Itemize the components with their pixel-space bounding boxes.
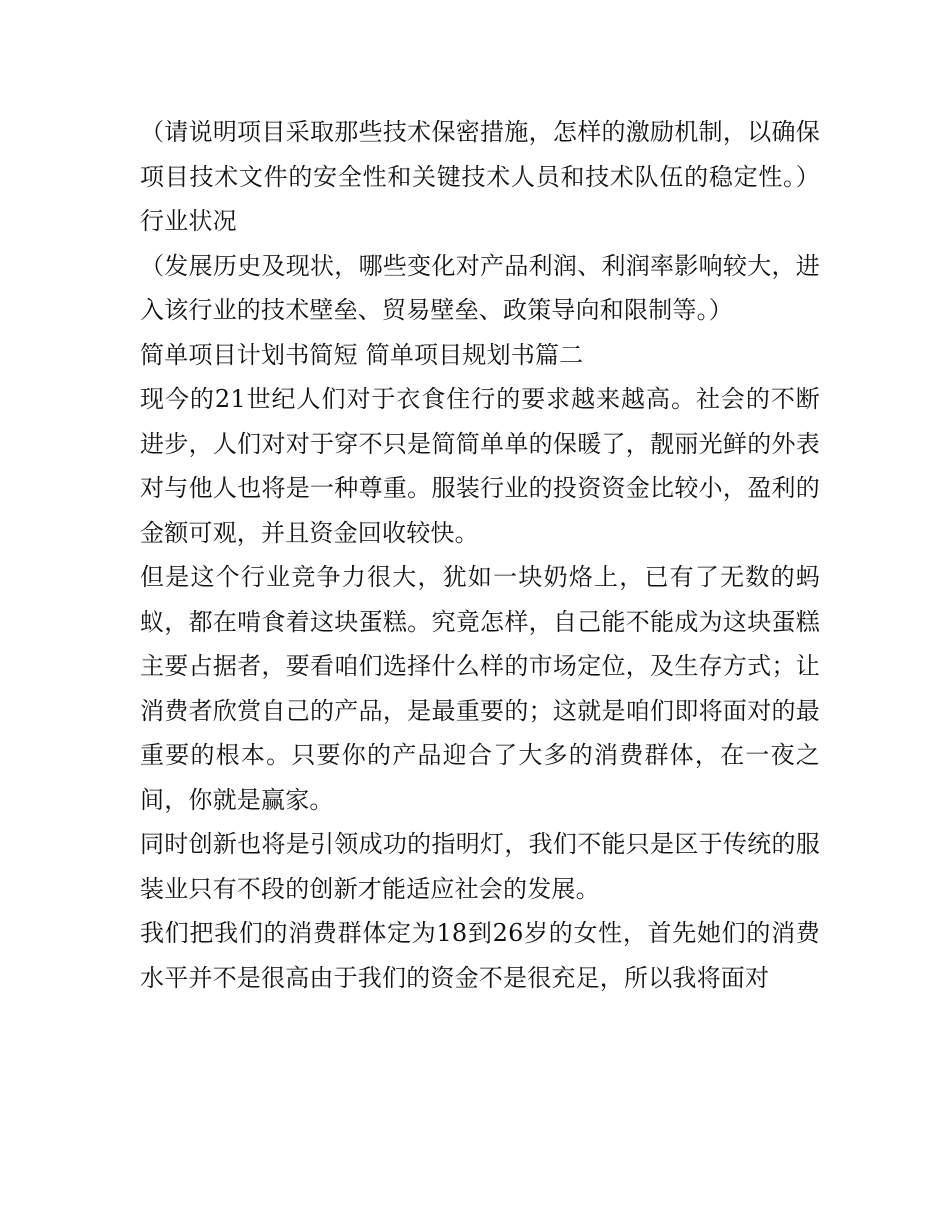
paragraph-industry-note: （发展历史及现状，哪些变化对产品利润、利润率影响较大，进入该行业的技术壁垒、贸易壁垒、政策导向和限制等。） <box>140 251 820 324</box>
section-heading: 简单项目计划书简短 简单项目规划书篇二 <box>140 340 584 369</box>
paragraph-confidentiality-note: （请说明项目采取那些技术保密措施，怎样的激励机制，以确保项目技术文件的安全性和关键技术人员和技术队伍的稳定性。） 行业状况 <box>140 118 820 235</box>
paragraph-target-customers: 我们把我们的消费群体定为18到26岁的女性，首先她们的消费水平并不是很高由于我们的资金不是很充足，所以我将面对 <box>140 919 820 992</box>
paragraph-innovation: 同时创新也将是引领成功的指明灯，我们不能只是区于传统的服装业只有不段的创新才能适应社会的发展。 <box>140 830 820 903</box>
document-body <box>140 110 820 1000</box>
paragraph-intro: 现今的21世纪人们对于衣食住行的要求越来越高。社会的不断进步，人们对对于穿不只是简简单单的保暖了，靓丽光鲜的外表对与他人也将是一种尊重。服装行业的投资资金比较小，盈利的金额可观，并且资金回收较快。 <box>140 385 820 547</box>
paragraph-competition: 但是这个行业竞争力很大，犹如一块奶烙上，已有了无数的蚂蚁，都在啃食着这块蛋糕。究竟怎样，自己能不能成为这块蛋糕主要占据者，要看咱们选择什么样的市场定位，及生存方式；让消费者欣赏自己的产品，是最重要的；这就是咱们即将面对的最重要的根本。只要你的产品迎合了大多的消费群体，在一夜之间，你就是赢家。 <box>140 563 820 814</box>
